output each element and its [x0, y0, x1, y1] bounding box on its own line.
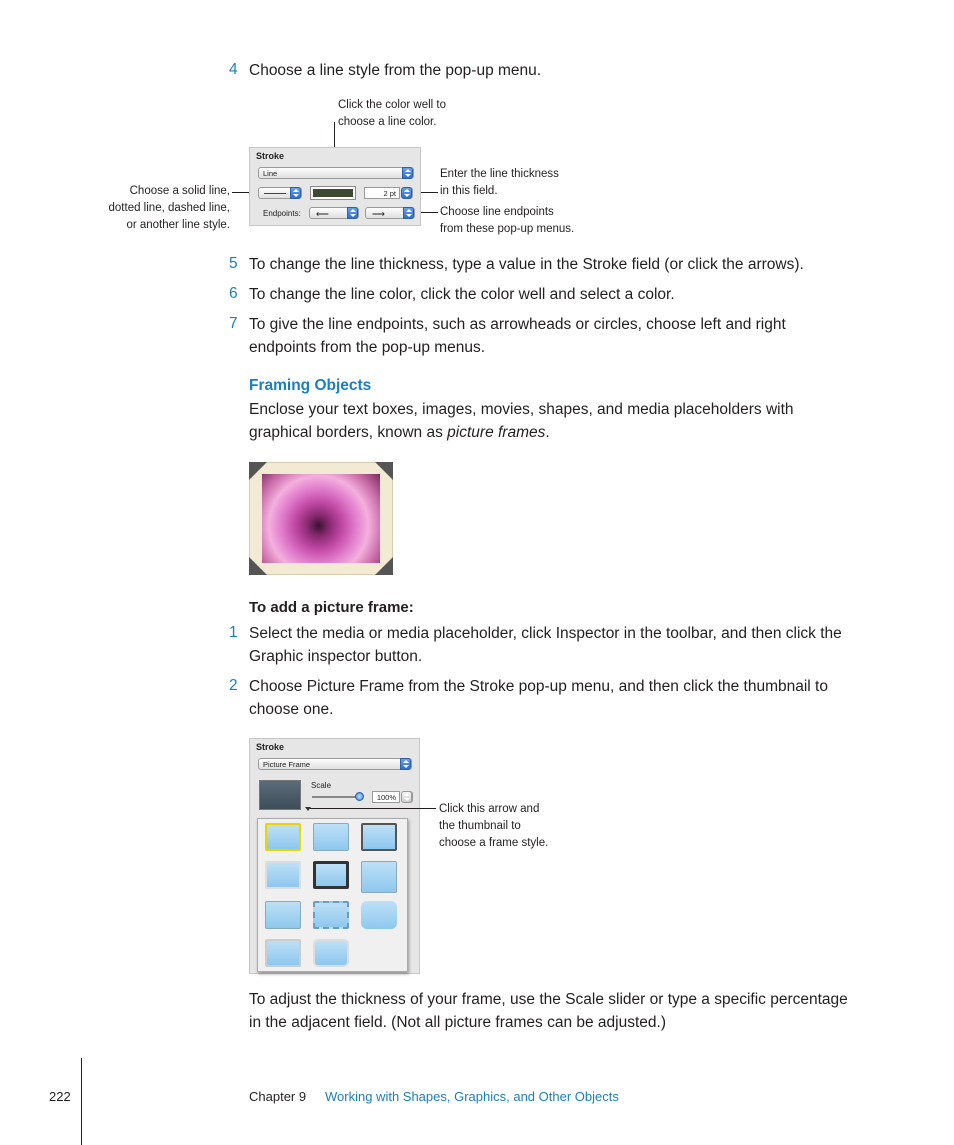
frame-style-palette [257, 818, 408, 972]
frame-style-option[interactable] [313, 823, 349, 851]
step-number: 6 [229, 285, 238, 302]
step-number: 1 [229, 624, 238, 641]
callout-endpoints: Choose line endpoints from these pop-up menus. [440, 206, 575, 235]
stroke-type-popup[interactable] [258, 758, 412, 770]
flower-image [262, 474, 380, 563]
color-well[interactable] [310, 186, 356, 200]
thickness-field[interactable]: 2 pt [364, 187, 400, 199]
frame-style-option[interactable] [313, 901, 349, 929]
panel-title: Stroke [256, 151, 285, 161]
popup-value: Picture Frame [263, 760, 311, 769]
callout-frame-style: Click this arrow and the thumbnail to choose a frame style. [439, 803, 549, 849]
line-style-popup[interactable] [258, 187, 302, 199]
frame-style-option[interactable] [265, 939, 301, 967]
step-number: 7 [229, 315, 238, 332]
popup-arrows-icon [403, 207, 414, 219]
step-text: To give the line endpoints, such as arrowheads or circles, choose left and right endpoints from the pop-up menus. [249, 316, 786, 356]
step-text: Select the media or media placeholder, click Inspector in the toolbar, and then click the Graphic inspector button. [249, 625, 842, 665]
scale-slider[interactable] [312, 796, 360, 798]
frame-style-option[interactable] [265, 861, 301, 889]
stepper-arrows-icon [401, 791, 412, 803]
stroke-type-popup[interactable] [258, 167, 414, 179]
page-number: 222 [49, 1089, 71, 1104]
thickness-stepper[interactable] [402, 187, 413, 199]
corner-bottom-right [375, 557, 393, 575]
frame-style-option[interactable] [313, 939, 349, 967]
task-title: To add a picture frame: [249, 599, 414, 616]
step-number: 2 [229, 677, 238, 694]
popup-arrows-icon [402, 167, 413, 179]
footer-rule [81, 1058, 82, 1145]
frame-style-option[interactable] [265, 823, 301, 851]
closing-paragraph: To adjust the thickness of your frame, use the Scale slider or type a specific percentage in the adjacent field. (Not all picture frames can be adjusted.) [249, 991, 848, 1031]
step-text: To change the line thickness, type a value in the Stroke field (or click the arrows). [249, 256, 804, 273]
stepper-arrows-icon [401, 187, 412, 199]
popup-arrows-icon [290, 187, 301, 199]
color-swatch [313, 189, 353, 197]
step-number: 4 [229, 61, 238, 78]
popup-value: Line [263, 169, 278, 178]
callout-thickness: Enter the line thickness in this field. [440, 168, 559, 197]
frame-style-option[interactable] [361, 861, 397, 893]
left-arrow-icon: ⟵ [316, 209, 329, 219]
right-endpoint-popup[interactable] [365, 207, 415, 219]
chapter-title: Working with Shapes, Graphics, and Other Objects [325, 1089, 619, 1104]
popup-arrows-icon [347, 207, 358, 219]
slider-knob-icon[interactable] [355, 792, 364, 801]
callout-color-well: Click the color well to choose a line color. [338, 99, 447, 128]
frame-style-option[interactable] [361, 823, 397, 851]
frame-style-option[interactable] [313, 861, 349, 889]
step-text: Choose a line style from the pop-up menu. [249, 62, 542, 79]
stroke-inspector-panel [249, 147, 421, 226]
frame-thumbnail[interactable] [259, 780, 301, 810]
step-number: 5 [229, 255, 238, 272]
left-endpoint-popup[interactable] [309, 207, 359, 219]
scale-label: Scale [311, 781, 332, 790]
section-heading: Framing Objects [249, 377, 372, 394]
frame-style-option[interactable] [265, 901, 301, 929]
chapter-label: Chapter 9 [249, 1089, 307, 1104]
step-text: To change the line color, click the color well and select a color. [249, 286, 675, 303]
endpoints-label: Endpoints: [263, 209, 301, 218]
picture-frame-panel [249, 738, 420, 974]
corner-top-left [249, 462, 267, 480]
scale-field[interactable]: 100% [372, 791, 400, 803]
leader-line [310, 808, 436, 809]
step-text: Choose Picture Frame from the Stroke pop-up menu, and then click the thumbnail to choose one. [249, 678, 828, 718]
panel-title: Stroke [256, 742, 285, 752]
scale-stepper[interactable] [402, 791, 413, 803]
corner-top-right [375, 462, 393, 480]
framed-photo [249, 462, 393, 575]
callout-line-style: Choose a solid line, dotted line, dashed line, or another line style. [108, 185, 230, 231]
frame-style-option[interactable] [361, 901, 397, 929]
solid-line-icon [264, 193, 286, 194]
popup-arrows-icon [400, 758, 411, 770]
corner-bottom-left [249, 557, 267, 575]
section-body: Enclose your text boxes, images, movies, shapes, and media placeholders with graphical borders, known as picture frames. [249, 401, 794, 441]
right-arrow-icon: ⟶ [372, 209, 385, 219]
